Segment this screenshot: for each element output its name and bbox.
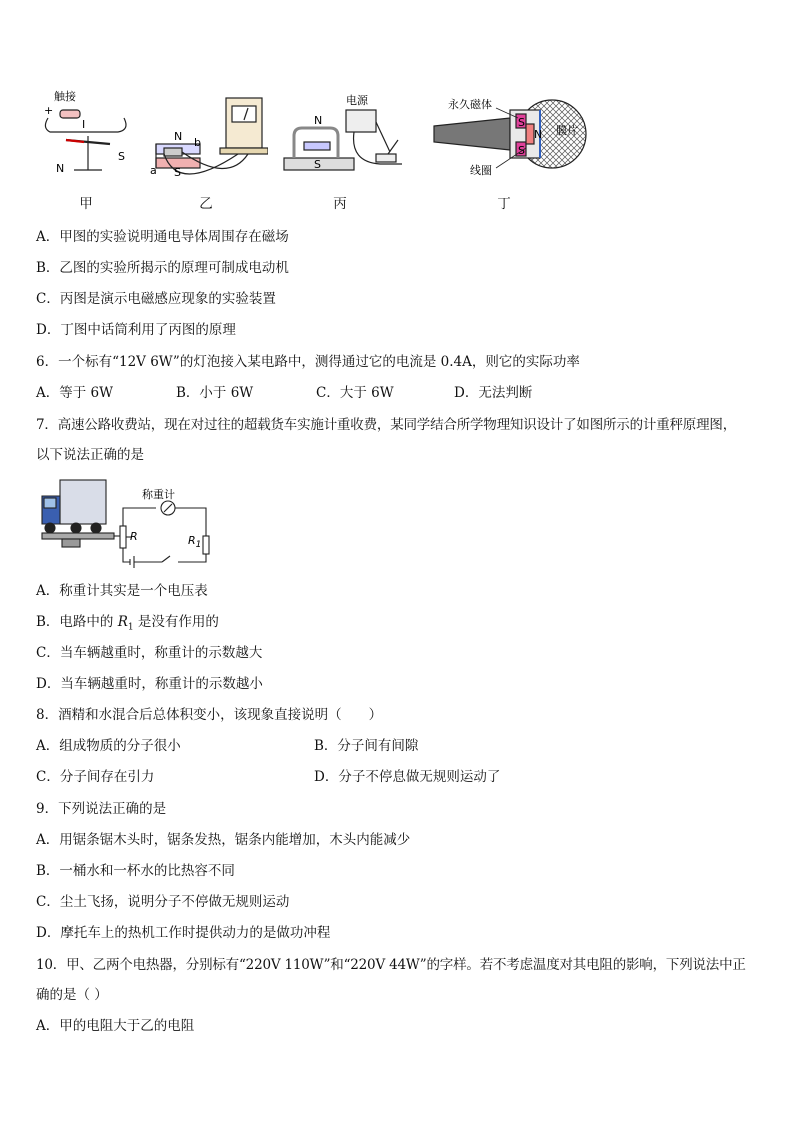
q8-option-d: D．分子不停息做无规则运动了: [314, 769, 501, 785]
q6-option-a: A．等于 6W: [36, 385, 114, 401]
bing-label-power: 电源: [346, 94, 368, 107]
q10-option-a: A．甲的电阻大于乙的电阻: [36, 1018, 195, 1034]
q10-stem-line2: 确的是（ ）: [36, 987, 108, 1003]
q10-stem-line1: 10．甲、乙两个电热器，分别标有“220V 110W”和“220V 44W”的字样。若不考虑温度对其电阻的影响，下列说法中正: [36, 957, 746, 973]
ding-label-s1: S: [518, 116, 525, 129]
yi-label-b: b: [194, 136, 201, 149]
q7-option-b: [36, 612, 219, 638]
q6-option-d: D．无法判断: [454, 385, 533, 401]
q7-option-b-r: R: [117, 614, 128, 630]
ding-label-membrane: 膜片: [556, 124, 578, 137]
q7-stem-line2: 以下说法正确的是: [36, 447, 144, 463]
q7-option-a: A．称重计其实是一个电压表: [36, 583, 208, 599]
q7-option-d: D．当车辆越重时，称重计的示数越小: [36, 676, 263, 692]
bing-label-s: S: [314, 158, 321, 171]
q5-option-c: C．丙图是演示电磁感应现象的实验装置: [36, 291, 276, 307]
weigh-label-meter: 称重计: [142, 488, 175, 501]
q7-option-b-suffix: 是没有作用的: [137, 614, 219, 630]
q6-option-c: C．大于 6W: [316, 385, 394, 401]
figure-yi: [148, 94, 268, 186]
yi-label-a: a: [150, 164, 157, 177]
figure-jia: [38, 88, 138, 178]
q5-option-a: A．甲图的实验说明通电导体周围存在磁场: [36, 229, 289, 245]
q8-option-b: B．分子间有间隙: [314, 738, 419, 754]
figure-ding: [430, 94, 590, 180]
ding-label-s2: S: [518, 144, 525, 157]
caption-ding: 丁: [497, 196, 511, 212]
weigh-label-r: R: [130, 530, 138, 543]
figure-weigh-scale: [38, 476, 210, 570]
q8-option-a: A．组成物质的分子很小: [36, 738, 181, 754]
jia-label-touch: 触接: [54, 90, 76, 103]
jia-label-s: S: [118, 150, 125, 163]
bing-label-n: N: [314, 114, 323, 127]
q8-stem: 8．酒精和水混合后总体积变小，该现象直接说明（ ）: [36, 707, 383, 723]
q7-option-c: C．当车辆越重时，称重计的示数越大: [36, 645, 263, 661]
q5-option-b: B．乙图的实验所揭示的原理可制成电动机: [36, 260, 289, 276]
q9-stem: 9．下列说法正确的是: [36, 801, 167, 817]
ding-label-coil: 线圈: [470, 164, 492, 177]
q5-option-d: D．丁图中话筒利用了丙图的原理: [36, 322, 236, 338]
figure-bing: [280, 92, 410, 182]
q6-option-b: B．小于 6W: [176, 385, 254, 401]
jia-label-i: I: [82, 118, 86, 131]
caption-bing: 丙: [333, 196, 347, 212]
q8-option-c: C．分子间存在引力: [36, 769, 155, 785]
weigh-label-r1: $R_1$: [188, 534, 202, 550]
yi-label-n: N: [174, 130, 183, 143]
ding-label-magnet: 永久磁体: [448, 98, 492, 111]
q7-option-b-prefix: B．电路中的: [36, 614, 114, 630]
ding-label-n: N: [534, 128, 543, 141]
q9-option-c: C．尘土飞扬，说明分子不停做无规则运动: [36, 894, 290, 910]
q9-option-d: D．摩托车上的热机工作时提供动力的是做功冲程: [36, 925, 331, 941]
yi-label-s: S: [174, 166, 181, 179]
q6-stem: 6．一个标有“12V 6W”的灯泡接入某电路中，测得通过它的电流是 0.4A，则它的实际功率: [36, 354, 580, 370]
plus-sign: +: [44, 104, 54, 117]
jia-label-n: N: [56, 162, 65, 175]
q7-stem-line1: 7．高速公路收费站，现在对过往的超载货车实施计重收费，某同学结合所学物理知识设计了如图所示的计重秤原理图，: [36, 417, 736, 433]
q9-option-a: A．用锯条锯木头时，锯条发热，锯条内能增加，木头内能减少: [36, 832, 411, 848]
caption-jia: 甲: [79, 196, 93, 212]
q7-option-b-sub: 1: [127, 622, 134, 633]
q9-option-b: B．一桶水和一杯水的比热容不同: [36, 863, 235, 879]
caption-yi: 乙: [199, 196, 213, 212]
